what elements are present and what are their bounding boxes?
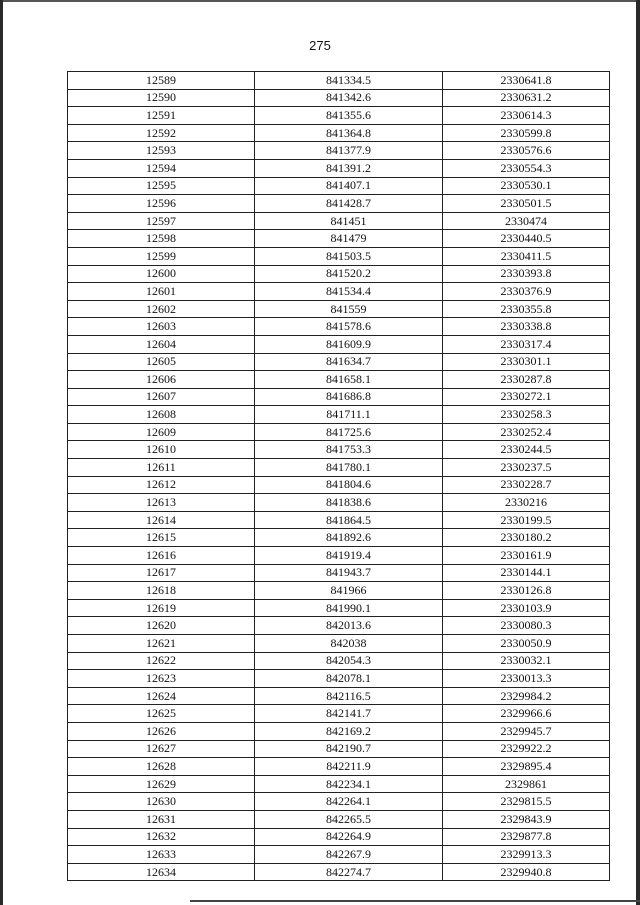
y-coordinate-cell: 2330199.5 [443,511,610,529]
table-row [68,107,610,125]
y-coordinate-cell: 2330599.8 [443,124,610,142]
y-coordinate-cell: 2330641.8 [443,72,610,90]
x-coordinate-cell: 841838.6 [255,494,443,512]
x-coordinate-cell: 841686.8 [255,388,443,406]
y-coordinate-cell: 2329843.9 [443,810,610,828]
y-coordinate-cell: 2329895.4 [443,758,610,776]
table-row [68,793,610,811]
y-coordinate-cell: 2330080.3 [443,617,610,635]
table-row [68,265,610,283]
point-number-cell: 12630 [68,793,255,811]
y-coordinate-cell: 2330376.9 [443,283,610,301]
y-coordinate-cell: 2330180.2 [443,529,610,547]
table-row [68,670,610,688]
y-coordinate-cell: 2330301.1 [443,353,610,371]
y-coordinate-cell: 2330258.3 [443,406,610,424]
point-number-cell: 12617 [68,564,255,582]
x-coordinate-cell: 841520.2 [255,265,443,283]
y-coordinate-cell: 2330103.9 [443,599,610,617]
x-coordinate-cell: 842054.3 [255,652,443,670]
table-row [68,582,610,600]
point-number-cell: 12600 [68,265,255,283]
point-number-cell: 12603 [68,318,255,336]
point-number-cell: 12593 [68,142,255,160]
y-coordinate-cell: 2330272.1 [443,388,610,406]
point-number-cell: 12601 [68,283,255,301]
point-number-cell: 12625 [68,705,255,723]
table-row [68,459,610,477]
y-coordinate-cell: 2330411.5 [443,247,610,265]
y-coordinate-cell: 2329984.2 [443,687,610,705]
y-coordinate-cell: 2330317.4 [443,335,610,353]
point-number-cell: 12627 [68,740,255,758]
point-number-cell: 12610 [68,441,255,459]
y-coordinate-cell: 2330338.8 [443,318,610,336]
table-row [68,722,610,740]
x-coordinate-cell: 842264.1 [255,793,443,811]
x-coordinate-cell: 841503.5 [255,247,443,265]
x-coordinate-cell: 842141.7 [255,705,443,723]
point-number-cell: 12618 [68,582,255,600]
point-number-cell: 12590 [68,89,255,107]
table-row [68,318,610,336]
point-number-cell: 12602 [68,300,255,318]
point-number-cell: 12629 [68,775,255,793]
y-coordinate-cell: 2329877.8 [443,828,610,846]
x-coordinate-cell: 842116.5 [255,687,443,705]
x-coordinate-cell: 841534.4 [255,283,443,301]
y-coordinate-cell: 2329966.6 [443,705,610,723]
table-row [68,177,610,195]
table-row [68,828,610,846]
table-row [68,494,610,512]
x-coordinate-cell: 842190.7 [255,740,443,758]
point-number-cell: 12596 [68,195,255,213]
x-coordinate-cell: 841966 [255,582,443,600]
y-coordinate-cell: 2330237.5 [443,459,610,477]
table-row [68,846,610,864]
table-row [68,652,610,670]
y-coordinate-cell: 2330287.8 [443,371,610,389]
x-coordinate-cell: 842078.1 [255,670,443,688]
table-row [68,599,610,617]
point-number-cell: 12607 [68,388,255,406]
table-row [68,89,610,107]
point-number-cell: 12615 [68,529,255,547]
point-number-cell: 12619 [68,599,255,617]
table-row [68,72,610,90]
point-number-cell: 12631 [68,810,255,828]
table-row [68,687,610,705]
table-body [68,72,610,881]
x-coordinate-cell: 841892.6 [255,529,443,547]
y-coordinate-cell: 2330554.3 [443,159,610,177]
y-coordinate-cell: 2330252.4 [443,423,610,441]
table-row [68,406,610,424]
table-row [68,283,610,301]
point-number-cell: 12621 [68,635,255,653]
x-coordinate-cell: 841634.7 [255,353,443,371]
y-coordinate-cell: 2329861 [443,775,610,793]
point-number-cell: 12611 [68,459,255,477]
x-coordinate-cell: 841578.6 [255,318,443,336]
x-coordinate-cell: 841355.6 [255,107,443,125]
point-number-cell: 12623 [68,670,255,688]
x-coordinate-cell: 841391.2 [255,159,443,177]
x-coordinate-cell: 842264.9 [255,828,443,846]
x-coordinate-cell: 841451 [255,212,443,230]
y-coordinate-cell: 2330161.9 [443,547,610,565]
x-coordinate-cell: 841428.7 [255,195,443,213]
x-coordinate-cell: 841990.1 [255,599,443,617]
point-number-cell: 12608 [68,406,255,424]
table-row [68,810,610,828]
table-row [68,547,610,565]
table-row [68,564,610,582]
table-row [68,740,610,758]
y-coordinate-cell: 2330216 [443,494,610,512]
y-coordinate-cell: 2330474 [443,212,610,230]
point-number-cell: 12592 [68,124,255,142]
y-coordinate-cell: 2330355.8 [443,300,610,318]
table-row [68,159,610,177]
scan-edge-left [0,0,3,905]
table-row [68,353,610,371]
point-number-cell: 12612 [68,476,255,494]
point-number-cell: 12613 [68,494,255,512]
y-coordinate-cell: 2330614.3 [443,107,610,125]
point-number-cell: 12616 [68,547,255,565]
y-coordinate-cell: 2330631.2 [443,89,610,107]
x-coordinate-cell: 841658.1 [255,371,443,389]
x-coordinate-cell: 842265.5 [255,810,443,828]
point-number-cell: 12633 [68,846,255,864]
table-row [68,124,610,142]
y-coordinate-cell: 2330013.3 [443,670,610,688]
y-coordinate-cell: 2330501.5 [443,195,610,213]
point-number-cell: 12605 [68,353,255,371]
table-row [68,758,610,776]
point-number-cell: 12609 [68,423,255,441]
y-coordinate-cell: 2329815.5 [443,793,610,811]
table-row [68,511,610,529]
x-coordinate-cell: 841919.4 [255,547,443,565]
point-number-cell: 12614 [68,511,255,529]
point-number-cell: 12589 [68,72,255,90]
x-coordinate-cell: 842013.6 [255,617,443,635]
table-row [68,635,610,653]
point-number-cell: 12591 [68,107,255,125]
point-number-cell: 12632 [68,828,255,846]
x-coordinate-cell: 841479 [255,230,443,248]
point-number-cell: 12595 [68,177,255,195]
coordinates-table [67,71,610,881]
x-coordinate-cell: 842169.2 [255,722,443,740]
point-number-cell: 12594 [68,159,255,177]
table-row [68,371,610,389]
x-coordinate-cell: 841725.6 [255,423,443,441]
point-number-cell: 12624 [68,687,255,705]
table-row [68,388,610,406]
x-coordinate-cell: 841864.5 [255,511,443,529]
scan-edge-top [0,0,640,2]
x-coordinate-cell: 841407.1 [255,177,443,195]
table-row [68,705,610,723]
table-row [68,195,610,213]
table-row [68,300,610,318]
point-number-cell: 12628 [68,758,255,776]
point-number-cell: 12597 [68,212,255,230]
x-coordinate-cell: 841943.7 [255,564,443,582]
y-coordinate-cell: 2330032.1 [443,652,610,670]
table-row [68,423,610,441]
x-coordinate-cell: 841559 [255,300,443,318]
x-coordinate-cell: 841753.3 [255,441,443,459]
y-coordinate-cell: 2330126.8 [443,582,610,600]
table-row [68,335,610,353]
scan-edge-bottom [190,900,640,902]
y-coordinate-cell: 2329913.3 [443,846,610,864]
table-row [68,247,610,265]
y-coordinate-cell: 2330228.7 [443,476,610,494]
point-number-cell: 12599 [68,247,255,265]
x-coordinate-cell: 841780.1 [255,459,443,477]
table-row [68,230,610,248]
page-number: 275 [309,38,331,53]
point-number-cell: 12634 [68,863,255,881]
y-coordinate-cell: 2330530.1 [443,177,610,195]
y-coordinate-cell: 2330440.5 [443,230,610,248]
x-coordinate-cell: 841334.5 [255,72,443,90]
x-coordinate-cell: 841804.6 [255,476,443,494]
y-coordinate-cell: 2330244.5 [443,441,610,459]
table-row [68,142,610,160]
x-coordinate-cell: 841342.6 [255,89,443,107]
x-coordinate-cell: 842211.9 [255,758,443,776]
point-number-cell: 12598 [68,230,255,248]
x-coordinate-cell: 841609.9 [255,335,443,353]
table-row [68,441,610,459]
table-row [68,617,610,635]
point-number-cell: 12604 [68,335,255,353]
y-coordinate-cell: 2330050.9 [443,635,610,653]
y-coordinate-cell: 2329945.7 [443,722,610,740]
table-row [68,775,610,793]
y-coordinate-cell: 2330576.6 [443,142,610,160]
table-row [68,212,610,230]
x-coordinate-cell: 842267.9 [255,846,443,864]
x-coordinate-cell: 842234.1 [255,775,443,793]
y-coordinate-cell: 2329922.2 [443,740,610,758]
point-number-cell: 12606 [68,371,255,389]
table-row [68,476,610,494]
point-number-cell: 12620 [68,617,255,635]
y-coordinate-cell: 2330393.8 [443,265,610,283]
y-coordinate-cell: 2330144.1 [443,564,610,582]
y-coordinate-cell: 2329940.8 [443,863,610,881]
x-coordinate-cell: 842274.7 [255,863,443,881]
table-row [68,863,610,881]
x-coordinate-cell: 841711.1 [255,406,443,424]
scan-edge-right [636,0,640,905]
x-coordinate-cell: 841364.8 [255,124,443,142]
point-number-cell: 12622 [68,652,255,670]
point-number-cell: 12626 [68,722,255,740]
x-coordinate-cell: 841377.9 [255,142,443,160]
table-row [68,529,610,547]
x-coordinate-cell: 842038 [255,635,443,653]
